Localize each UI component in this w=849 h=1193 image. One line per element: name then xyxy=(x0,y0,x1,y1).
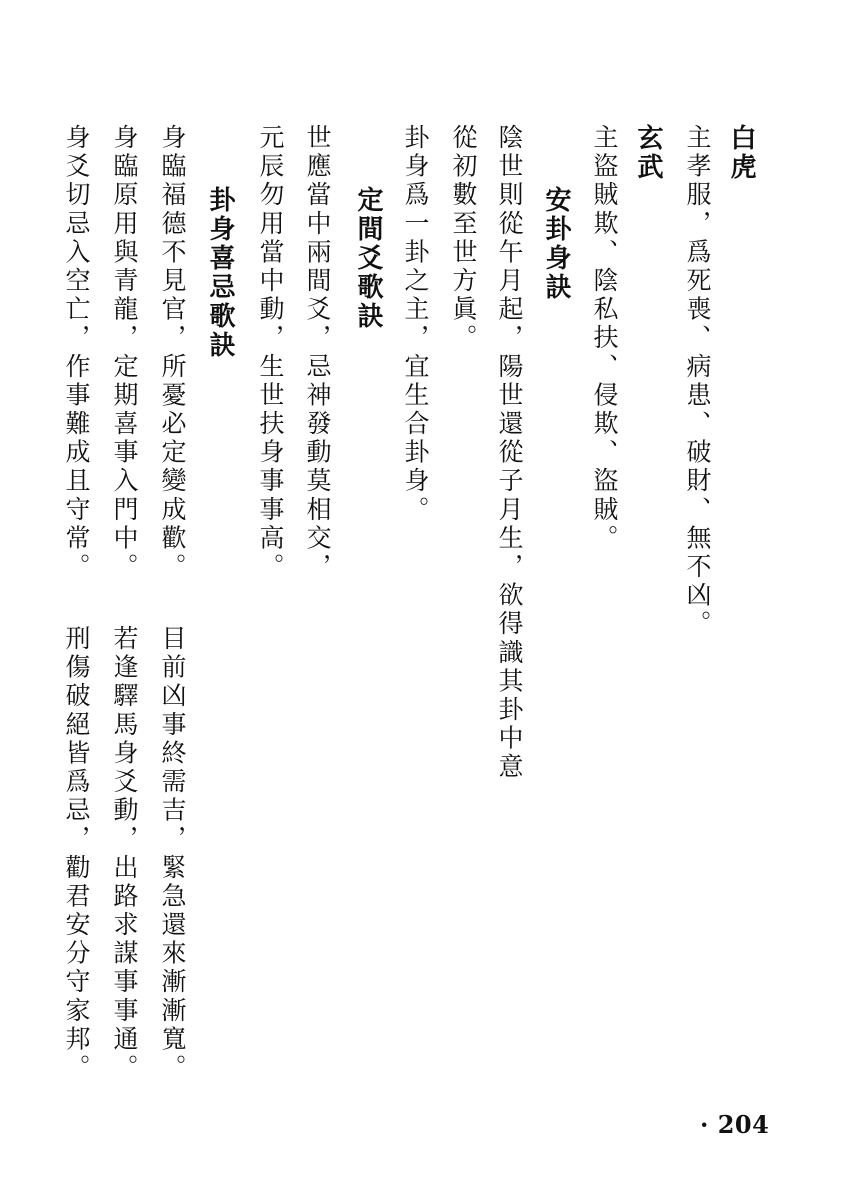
verse-line: 刑傷破絕皆爲忌，勸君安分守家邦。 xyxy=(62,625,91,1083)
entry-text-black-tortoise: 主盜賊欺、陰私扶、侵欺、盜賊。 xyxy=(590,124,619,553)
verse-line: 身臨福德不見官，所憂必定變成歡。 xyxy=(158,124,187,582)
verse-line: 世應當中兩間爻，忌神發動莫相交， xyxy=(303,124,332,582)
section-heading-gua-shen-xi-ji: 卦身喜忌歌訣 xyxy=(205,186,235,360)
page-number: · 204 xyxy=(700,1110,770,1139)
section-heading-ding-jian-yao: 定間爻歌訣 xyxy=(353,186,383,331)
paragraph-line: 陰世則從午月起，陽世還從子月生，欲得識其卦中意 xyxy=(495,124,524,782)
verse-line: 若逢驛馬身爻動，出路求謀事事通。 xyxy=(110,625,139,1083)
verse-line: 身爻切忌入空亡，作事難成且守常。 xyxy=(62,124,91,582)
section-heading-an-gua-shen: 安卦身訣 xyxy=(541,186,571,302)
paragraph-line: 從初數至世方眞。 xyxy=(449,124,478,353)
verse-line: 元辰勿用當中動，生世扶身事事高。 xyxy=(256,124,285,582)
entry-text-white-tiger: 主孝服，爲死喪、病患、破財、無不凶。 xyxy=(683,124,712,639)
entry-title-white-tiger: 白虎 xyxy=(726,124,756,182)
entry-title-black-tortoise: 玄武 xyxy=(633,124,663,182)
paragraph-line: 卦身爲一卦之主，宜生合卦身。 xyxy=(401,124,430,525)
verse-line: 目前凶事終需吉，緊急還來漸漸寬。 xyxy=(158,625,187,1083)
verse-line: 身臨原用與青龍，定期喜事入門中。 xyxy=(110,124,139,582)
